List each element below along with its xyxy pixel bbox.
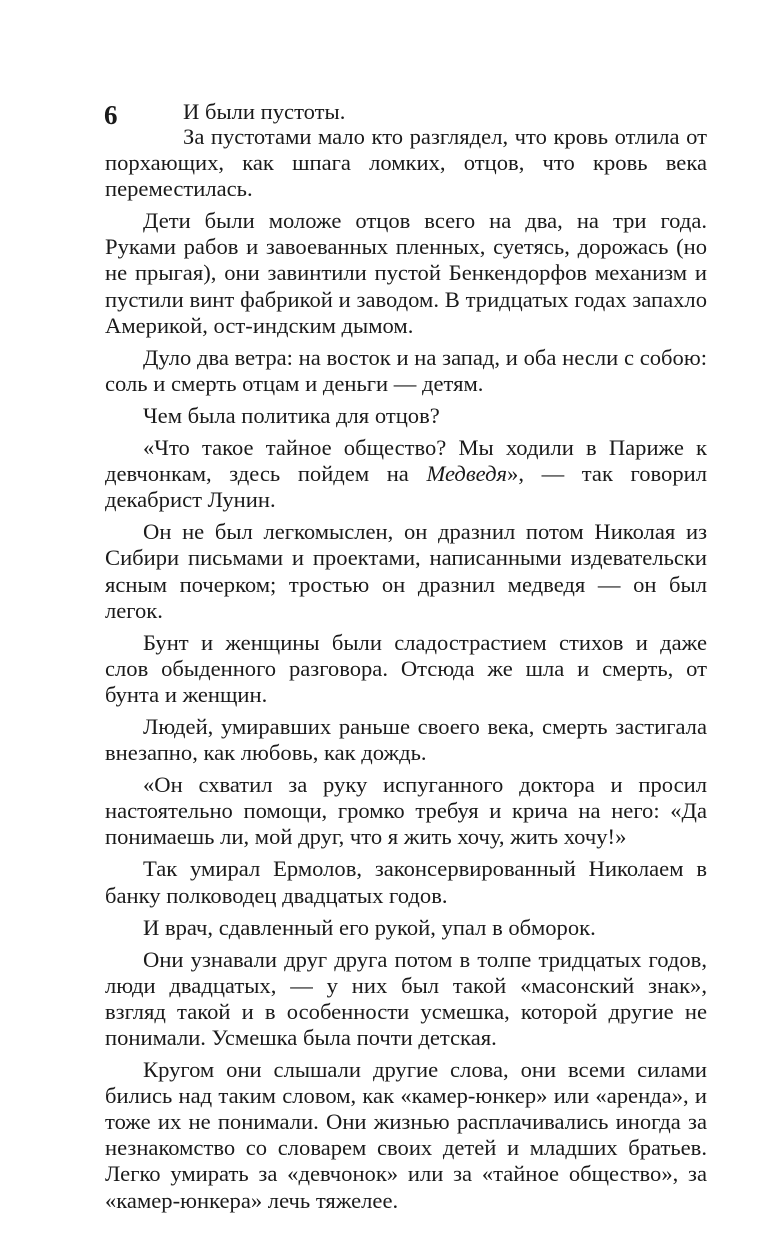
body-text [105, 124, 707, 1220]
quote-text-before: «Что такое тайное общество? Мы ходили в Париже к девчонкам, здесь пойдем на [105, 435, 707, 487]
quote-text-after: », — так говорил декабрист Лунин. [105, 461, 707, 513]
paragraph: Чем была политика для отцов? [143, 402, 440, 428]
paragraph: И врач, сдавленный его рукой, упал в обморок. [143, 914, 596, 940]
paragraph: Людей, умиравших раньше своего века, смерть застигала внезапно, как любовь, как дождь. [105, 713, 707, 766]
paragraph: Они узнавали друг друга потом в толпе тридцатых годов, люди двадцатых, — у них был такой «масонский знак», взгляд такой и в особенности усмешка, которой другие не понимали. Усмешка была почти детская. [105, 946, 707, 1050]
paragraph: Так умирал Ермолов, законсервированный Николаем в банку полководец двадцатых годов. [105, 856, 707, 908]
page-number: 6 [104, 100, 118, 130]
paragraph: Бунт и женщины были сладострастием стихов и даже слов обыденного разговора. Отсюда же шла и смерть, от бунта и женщин. [105, 629, 707, 707]
paragraph: Он не был легкомыслен, он дразнил потом Николая из Сибири письмами и проектами, написанными издевательски ясным почерком; тростью он дразнил медведя — он был легок. [105, 519, 707, 623]
paragraph: «Он схватил за руку испуганного доктора и просил настоятельно помощи, громко требуя и крича на него: «Да понимаешь ли, мой друг, что я жить хочу, жить хочу!» [105, 772, 707, 850]
first-line: И были пустоты. [183, 99, 346, 124]
paragraph: Дуло два ветра: на восток и на запад, и оба несли с собою: соль и смерть отцам и деньги — детям. [105, 344, 707, 396]
paragraph: Дети были моложе отцов всего на два, на три года. Руками рабов и завоеванных пленных, суетясь, дорожась (но не прыгая), они завинтили пустой Бенкендорфов механизм и пустили винт фабрикой и заводом. В тридцатых годах запахло Америкой, ост-индским дымом. [105, 208, 707, 338]
paragraph: За пустотами мало кто разглядел, что кровь отлила от порхающих, как шпага ломких, отцов, что кровь века переместилась. [105, 124, 707, 202]
quote-paragraph [105, 435, 707, 513]
paragraph: Кругом они слышали другие слова, они всеми силами бились над таким словом, как «камер-юнкер» или «аренда», и тоже их не понимали. Они жизнью расплачивались иногда за незнакомство со словарем своих детей и младших братьев. Легко умирать за «девчонок» или за «тайное общество», за «камер-юнкера» лечь тяжелее. [105, 1057, 707, 1213]
quote-italic: Медведя [426, 461, 508, 487]
